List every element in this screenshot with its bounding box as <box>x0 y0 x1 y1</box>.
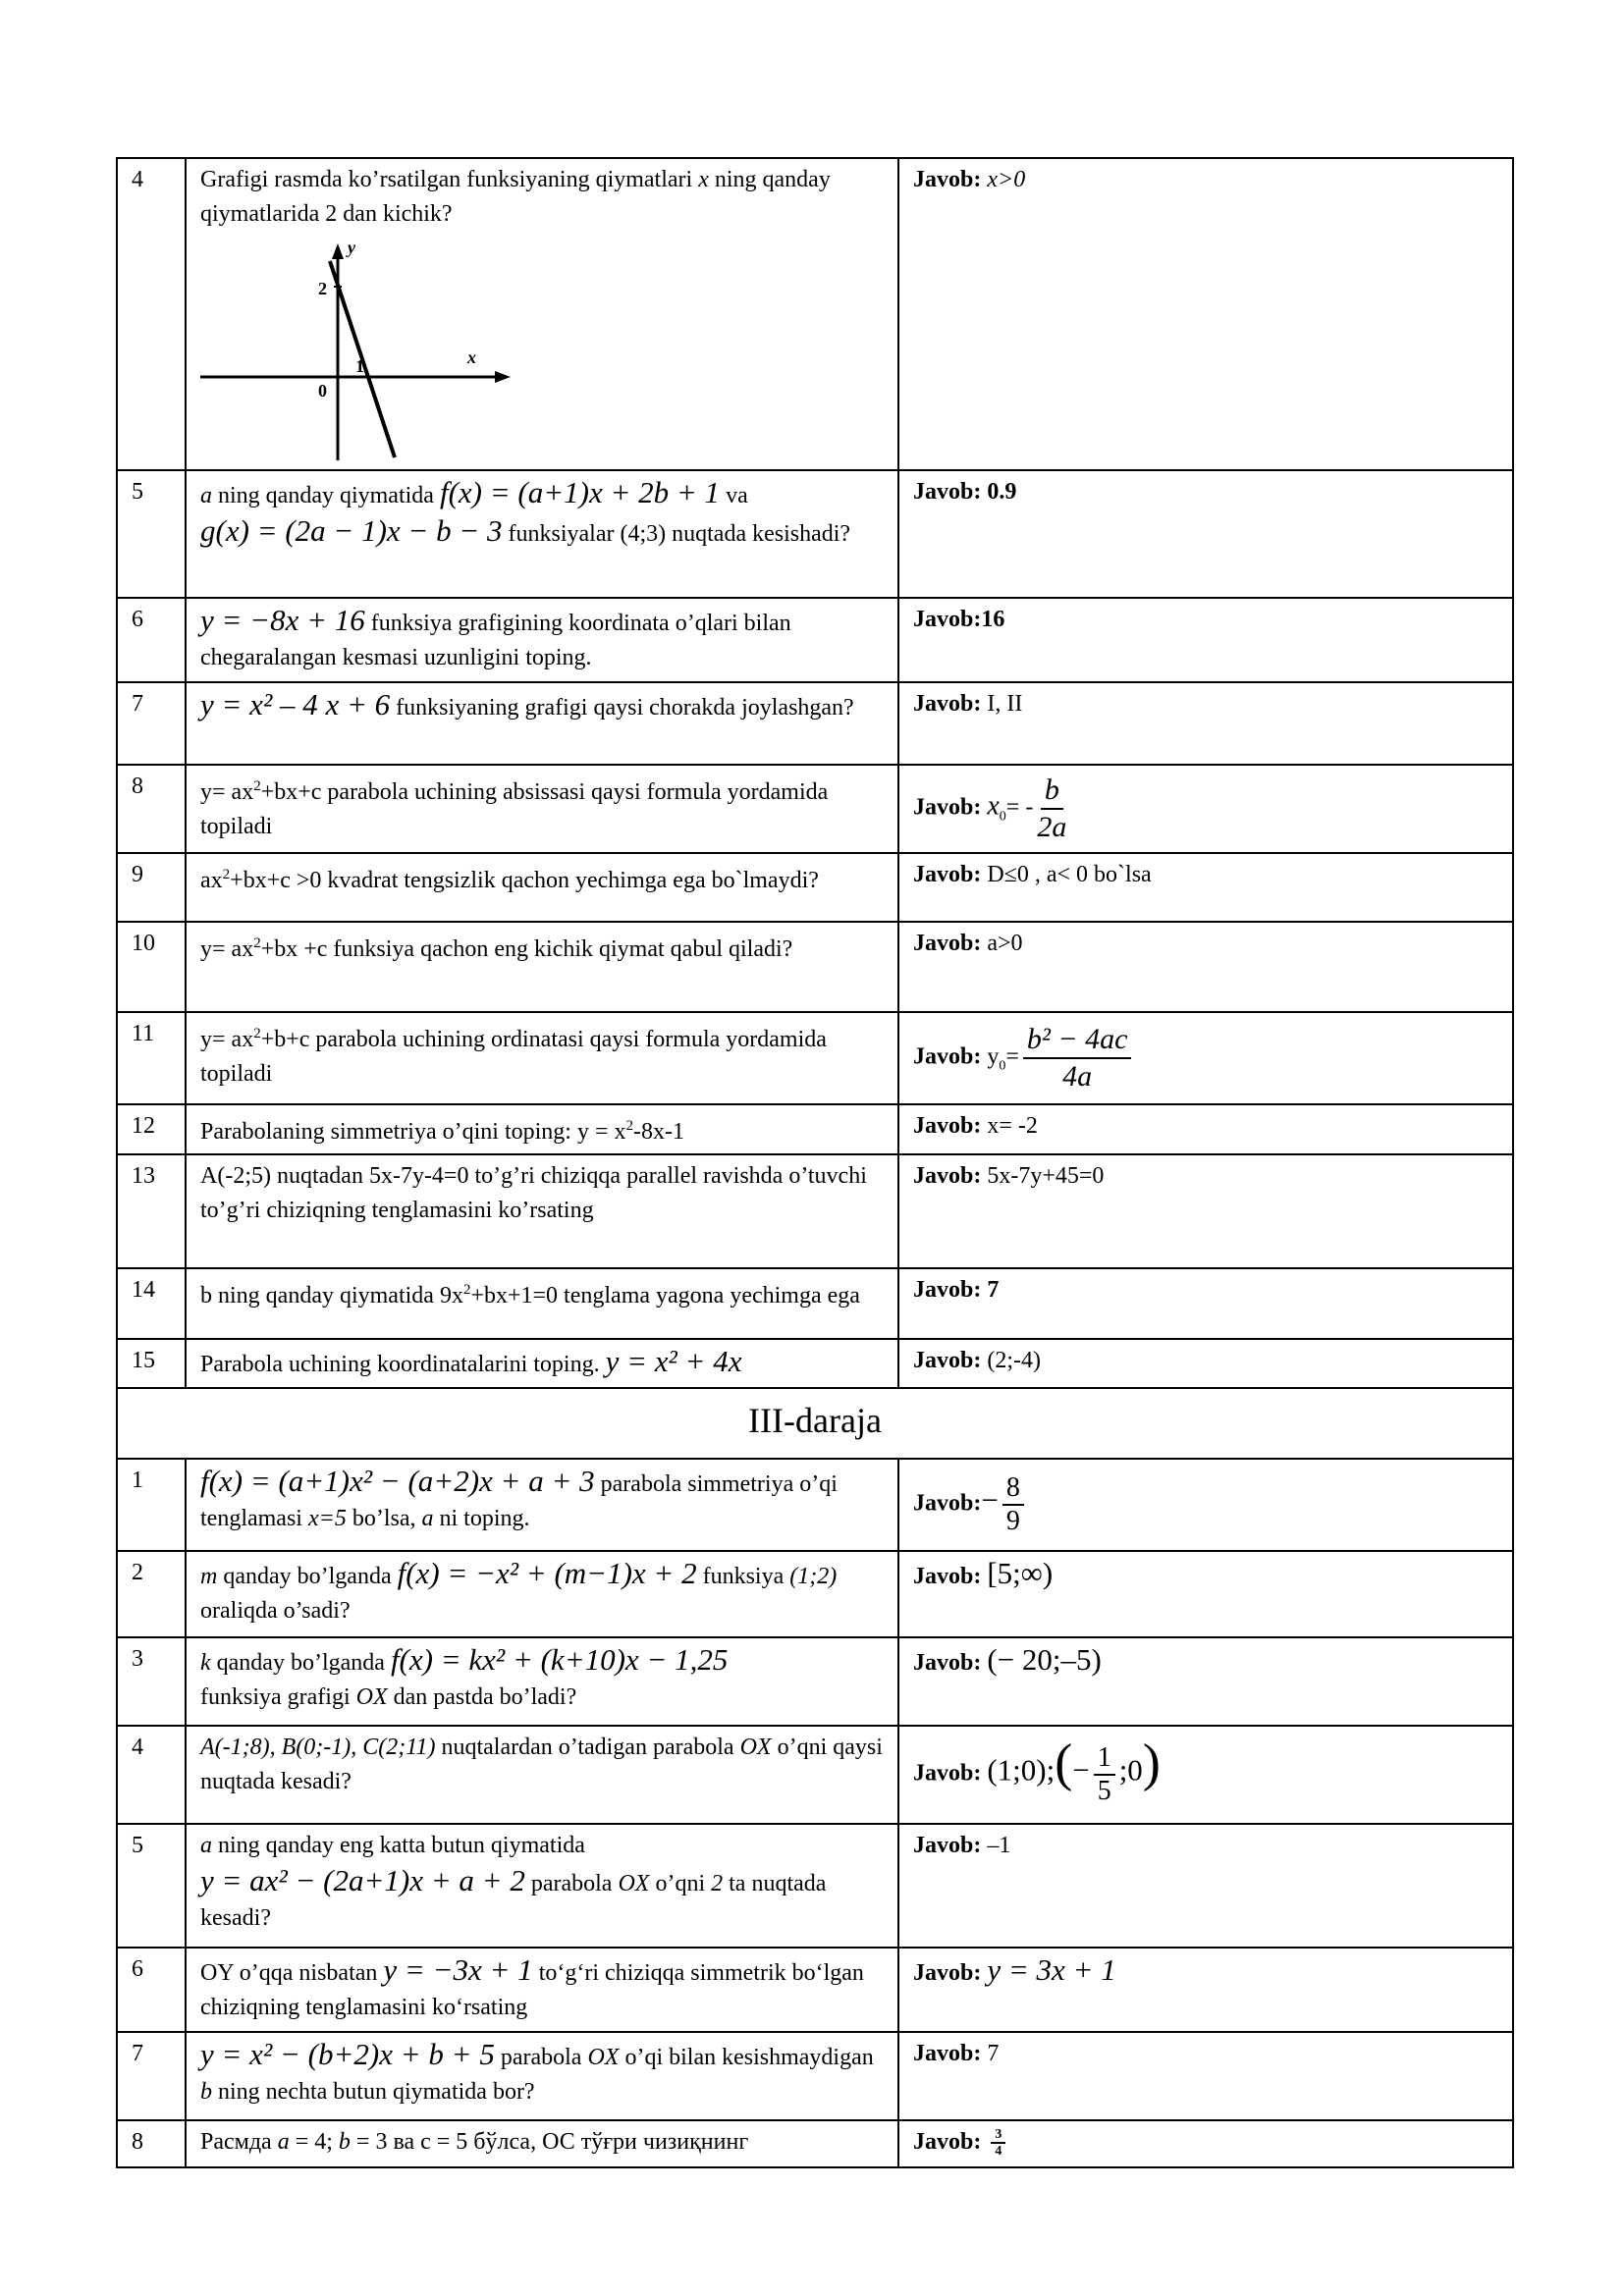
answer-cell: Javob:− $\frac{8}{9}$ <box>898 1459 1513 1551</box>
table-row <box>117 765 1513 853</box>
formula: f(x) = −x² + (m−1)x + 2 <box>397 1556 697 1590</box>
table-row <box>117 1637 1513 1726</box>
answer-cell: Javob: 7 <box>898 1268 1513 1339</box>
question-cell: a ning qanday eng katta butun qiymatida y = ax² − (2a+1)x + a + 2 parabola OX o’qni 2 ta nuqtada kesadi? <box>186 1824 898 1948</box>
table-row <box>117 1339 1513 1388</box>
formula: y = −3x + 1 <box>383 1952 533 1987</box>
row-number: 8 <box>117 2120 186 2167</box>
formula: y = x² − (b+2)x + b + 5 <box>200 2037 495 2071</box>
answer-cell: Javob: 7 <box>898 2032 1513 2120</box>
row-number: 1 <box>117 1459 186 1551</box>
graph-origin: 0 <box>318 381 327 400</box>
table-row <box>117 1948 1513 2032</box>
graph-x-tick: 1 <box>355 356 364 376</box>
table-row <box>117 470 1513 598</box>
table-row <box>117 1551 1513 1637</box>
table-row <box>117 2032 1513 2120</box>
section-row <box>117 1388 1513 1459</box>
graph-x-label: x <box>467 347 476 367</box>
question-cell: $y= ax^2+b+c$ parabola uchining ordinatasi qaysi formula yordamida topiladi <box>186 1012 898 1104</box>
row-number: 2 <box>117 1551 186 1637</box>
answer-fraction: $\frac{8}{9}$ <box>1002 1472 1024 1537</box>
table-row <box>117 598 1513 682</box>
question-cell: Parabola uchining koordinatalarini toping. y = x² + 4x <box>186 1339 898 1388</box>
table-row <box>117 1459 1513 1551</box>
answer-fraction: $\frac{\text{b² − 4ac}}{4a}$ <box>1023 1022 1132 1095</box>
question-cell: y = x² − (b+2)x + b + 5 parabola OX o’qi bilan kesishmaydigan b ning nechta butun qiymatida bor? <box>186 2032 898 2120</box>
answer-cell: Javob: y = 3x + 1 <box>898 1948 1513 2032</box>
answers-table <box>116 157 1514 2168</box>
row-number: 7 <box>117 682 186 765</box>
answer-fraction: $\frac{1}{5}$ <box>1094 1742 1115 1807</box>
table-row <box>117 1268 1513 1339</box>
page <box>116 157 1510 2168</box>
question-cell: $ax^2+bx+c >0$ kvadrat tengsizlik qachon yechimga ega bo`lmaydi? <box>186 853 898 922</box>
question-cell: Grafigi rasmda ko’rsatilgan funksiyaning qiymatlari x ning qanday qiymatlarida 2 dan kichik? y x 2 0 1 <box>186 158 898 470</box>
row-number: 5 <box>117 1824 186 1948</box>
question-cell: a ning qanday qiymatida f(x) = (a+1)x + 2b + 1 va g(x) = (2a − 1)x − b − 3 funksiyalar (4;3) nuqtada kesishadi? <box>186 470 898 598</box>
answer-fraction: $\frac{3}{4}$ <box>991 2127 1005 2159</box>
question-cell: f(x) = (a+1)x² − (a+2)x + a + 3 parabola simmetriya o’qi tenglamasi x=5 bo’lsa, a ni toping. <box>186 1459 898 1551</box>
formula: y = x² + 4x <box>605 1344 742 1378</box>
answer-cell: Javob: (2;-4) <box>898 1339 1513 1388</box>
formula: g(x) = (2a − 1)x − b − 3 <box>200 513 503 548</box>
table-row <box>117 853 1513 922</box>
answer-cell: Javob: [5;∞) <box>898 1551 1513 1637</box>
question-cell: A(-2;5) nuqtadan 5x-7y-4=0 to’g’ri chiziqqa parallel ravishda o’tuvchi to’g’ri chiziqning tenglamasini ko’rsating <box>186 1154 898 1268</box>
table-row <box>117 2120 1513 2167</box>
section-title: III-daraja <box>117 1388 1513 1459</box>
answer-cell: Javob: (− 20;–5) <box>898 1637 1513 1726</box>
row-number: 4 <box>117 158 186 470</box>
question-cell: A(-1;8), B(0;-1), C(2;11) nuqtalardan o’tadigan parabola OX o’qni qaysi nuqtada kesadi? <box>186 1726 898 1824</box>
answer-cell: Javob: (1;0);(− $\frac{1}{5}$ ;0) <box>898 1726 1513 1824</box>
answer-cell: Javob: 0.9 <box>898 470 1513 598</box>
question-cell: m qanday bo’lganda f(x) = −x² + (m−1)x + 2 funksiya (1;2) oraliqda o’sadi? <box>186 1551 898 1637</box>
row-number: 5 <box>117 470 186 598</box>
table-row <box>117 1726 1513 1824</box>
row-number: 3 <box>117 1637 186 1726</box>
question-cell: $y= ax^2+bx+c$ parabola uchining absissasi qaysi formula yordamida topiladi <box>186 765 898 853</box>
answer-cell: Javob: –1 <box>898 1824 1513 1948</box>
table-row <box>117 682 1513 765</box>
row-number: 14 <box>117 1268 186 1339</box>
answer-cell: Javob: 5x-7y+45=0 <box>898 1154 1513 1268</box>
table-row <box>117 158 1513 470</box>
question-cell: y = x² – 4 x + 6 funksiyaning grafigi qaysi chorakda joylashgan? <box>186 682 898 765</box>
row-number: 6 <box>117 1948 186 2032</box>
row-number: 6 <box>117 598 186 682</box>
answer-cell: Javob: x>0 <box>898 158 1513 470</box>
question-cell: $y= ax^2+bx +c$ funksiya qachon eng kichik qiymat qabul qiladi? <box>186 922 898 1012</box>
formula: y = ax² − (2a+1)x + a + 2 <box>200 1863 525 1897</box>
table-row <box>117 1012 1513 1104</box>
answer-fraction: $\frac{b}{2a}$ <box>1037 774 1067 843</box>
table-row <box>117 922 1513 1012</box>
question-cell: k qanday bo’lganda f(x) = kx² + (k+10)x − 1,25 funksiya grafigi OX dan pastda bo’ladi? <box>186 1637 898 1726</box>
formula: f(x) = (a+1)x + 2b + 1 <box>439 475 721 509</box>
row-number: 7 <box>117 2032 186 2120</box>
formula: y = −8x + 16 <box>200 603 365 637</box>
formula: f(x) = (a+1)x² − (a+2)x + a + 3 <box>200 1464 595 1498</box>
question-cell: Расмда a = 4; b = 3 ва с = 5 бўлса, ОС тўғри чизиқнинг <box>186 2120 898 2167</box>
question-cell: Parabolaning simmetriya o’qini toping: $y = x^2-8x-1$ <box>186 1104 898 1154</box>
table-row <box>117 1154 1513 1268</box>
answer-cell: Javob: x= -2 <box>898 1104 1513 1154</box>
formula: f(x) = kx² + (k+10)x − 1,25 <box>390 1642 729 1677</box>
row-number: 11 <box>117 1012 186 1104</box>
answer-cell: Javob: I, II <box>898 682 1513 765</box>
graph-y-label: y <box>348 240 355 257</box>
row-number: 8 <box>117 765 186 853</box>
row-number: 10 <box>117 922 186 1012</box>
row-number: 13 <box>117 1154 186 1268</box>
graph-y-tick: 2 <box>318 279 327 298</box>
question-cell: OY o’qqa nisbatan y = −3x + 1 to‘g‘ri chiziqqa simmetrik bo‘lgan chiziqning tenglamasini ko‘rsating <box>186 1948 898 2032</box>
function-graph <box>200 240 514 465</box>
question-cell: b ning qanday qiymatida $9x^2+bx+1=0$ tenglama yagona yechimga ega <box>186 1268 898 1339</box>
row-number: 4 <box>117 1726 186 1824</box>
formula: y = x² – 4 x + 6 <box>200 687 391 721</box>
answer-cell: Javob: D≤0 , a< 0 bo`lsa <box>898 853 1513 922</box>
answer-cell: Javob: a>0 <box>898 922 1513 1012</box>
answer-cell: Javob: $y_0=$ $\frac{\text{b² − 4ac}}{4a}$ <box>898 1012 1513 1104</box>
row-number: 9 <box>117 853 186 922</box>
row-number: 12 <box>117 1104 186 1154</box>
answer-cell: Javob: $x_0=$ - $\frac{b}{2a}$ <box>898 765 1513 853</box>
answer-cell: Javob: $\frac{3}{4}$ <box>898 2120 1513 2167</box>
question-cell: y = −8x + 16 funksiya grafigining koordinata o’qlari bilan chegaralangan kesmasi uzunligini toping. <box>186 598 898 682</box>
answer-cell: Javob:16 <box>898 598 1513 682</box>
table-row <box>117 1824 1513 1948</box>
row-number: 15 <box>117 1339 186 1388</box>
table-row <box>117 1104 1513 1154</box>
